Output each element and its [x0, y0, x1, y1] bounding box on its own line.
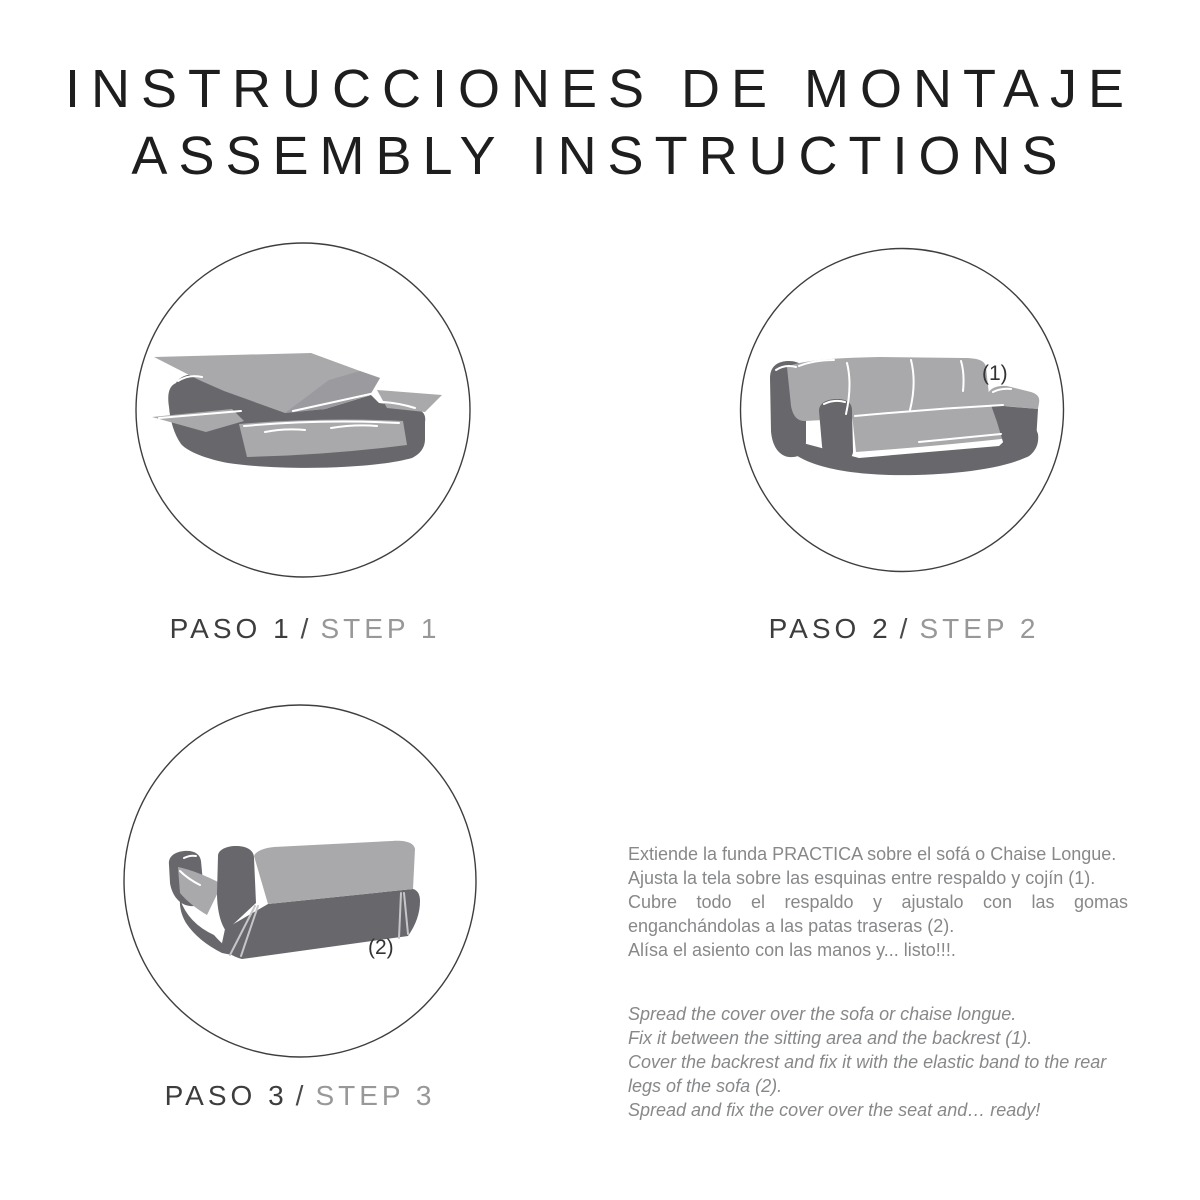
- title-spanish: INSTRUCCIONES DE MONTAJE: [64, 59, 1136, 119]
- instruction-en-line: Spread and fix the cover over the seat and… ready!: [628, 1100, 1041, 1120]
- step2-illustration: [739, 246, 1069, 576]
- instruction-en-line: Fix it between the sitting area and the backrest (1).: [628, 1028, 1033, 1048]
- instruction-es-line: Extiende la funda PRACTICA sobre el sofá o Chaise Longue.: [628, 844, 1117, 864]
- instruction-es-line: Ajusta la tela sobre las esquinas entre respaldo y cojín (1).: [628, 868, 1096, 888]
- step-1-label-es: PASO 1: [169, 613, 293, 644]
- step-2-label-en: STEP 2: [919, 613, 1040, 644]
- step-1-label-separator: /: [300, 613, 313, 644]
- instruction-en-line: Spread the cover over the sofa or chaise longue.: [628, 1004, 1017, 1024]
- instruction-en-line: Cover the backrest and fix it with the elastic band to the rear legs of the sofa (2).: [628, 1052, 1107, 1096]
- step-3-label-en: STEP 3: [315, 1080, 436, 1111]
- step-1-label: [135, 613, 475, 645]
- step1-illustration: [133, 240, 473, 580]
- instructions-block: [628, 842, 1128, 1122]
- page-title: [0, 56, 1200, 190]
- step-1-label-en: STEP 1: [320, 613, 441, 644]
- instruction-es-line: Cubre todo el respaldo y ajustalo con las gomas enganchándolas a las patas traseras (2).: [628, 892, 1128, 936]
- marker-1-label: (1): [982, 362, 1008, 385]
- step-3-label-separator: /: [295, 1080, 308, 1111]
- step3-illustration: [122, 703, 478, 1059]
- step-2-label-separator: /: [899, 613, 912, 644]
- instruction-es-line: Alísa el asiento con las manos y... listo!!!.: [628, 940, 956, 960]
- instructions-spanish: [628, 842, 1128, 962]
- title-english: ASSEMBLY INSTRUCTIONS: [131, 126, 1069, 186]
- step-3-label: [122, 1080, 478, 1112]
- instructions-english: [628, 1002, 1128, 1122]
- step-2-label-es: PASO 2: [768, 613, 892, 644]
- step-2-label: [739, 613, 1069, 645]
- marker-2-label: (2): [368, 936, 394, 959]
- step-3-label-es: PASO 3: [164, 1080, 288, 1111]
